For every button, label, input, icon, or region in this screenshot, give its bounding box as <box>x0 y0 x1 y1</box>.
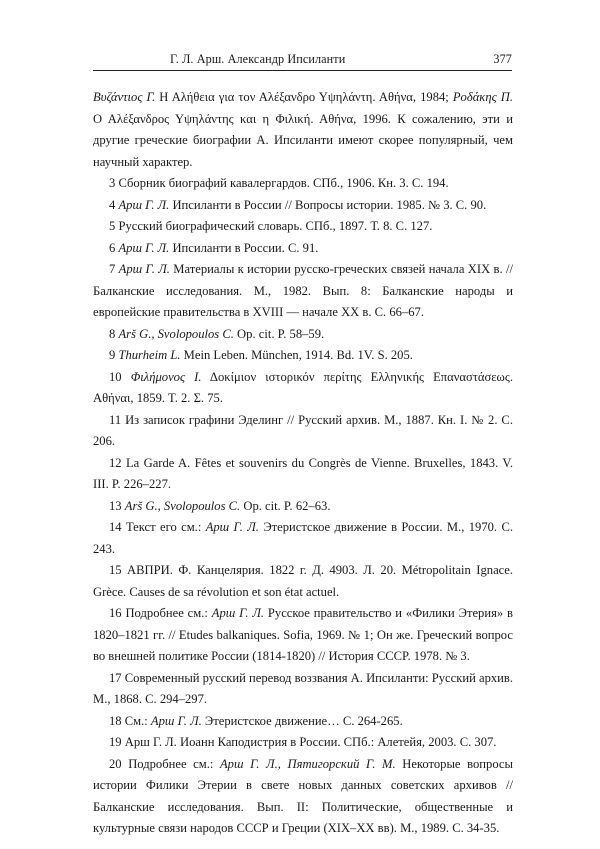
footnote-text: Op. cit. P. 62–63. <box>240 498 331 513</box>
footnote-entry <box>93 732 513 754</box>
footnote-entry <box>93 238 513 260</box>
author-name: Арш Г. Л. <box>211 606 265 620</box>
footnote-text: 6 <box>109 240 119 255</box>
footnote-text: 19 Арш Г. Л. Иоанн Каподистрия в России. СПб.: Алетейя, 2003. С. 307. <box>109 735 497 749</box>
author-name: Арш Г. Л. <box>150 713 202 728</box>
footnote-entry <box>93 560 513 603</box>
footnote-text: 16 Подробнее см.: <box>109 606 212 620</box>
footnote-entry <box>93 410 513 453</box>
author-name: Арш Г. Л. <box>205 520 259 534</box>
footnote-entry <box>93 259 513 324</box>
footnote-text: Op. cit. P. 58–59. <box>233 326 325 341</box>
footnote-entry <box>93 754 513 840</box>
footnote-text: Некоторые вопросы истории Филики Этерии в свете новых данных советских архивов // Балканские исследования. Вып. II: Политические, общественные и культурные связи народов СССР и Греции (XIX–XX вв). М., 1989. С. 34-35. <box>93 756 513 835</box>
footnote-entry <box>93 496 513 518</box>
footnote-entry <box>93 195 513 217</box>
author-name: Арш Г. Л., Пятигорский Г. М. <box>219 756 396 771</box>
author-name: Арш Г. Л. <box>118 262 170 276</box>
endnotes-list <box>93 87 513 840</box>
footnote-text: Ипсиланти в России. С. 91. <box>169 240 319 255</box>
footnote-entry <box>93 87 513 173</box>
footnote-text: Ο Αλέξανδρος Υψηλάντης και η Φιλική. Αθήνα, 1996. К сожалению, эти и другие греческие биографии А. Ипсиланти имеют скорее популярный, чем научный характер. <box>93 111 513 169</box>
footnote-text: 14 Текст его см.: <box>109 520 206 534</box>
author-name: Arš G., Svolopoulos C. <box>124 498 241 513</box>
footnote-text: 3 Сборник биографий кавалергардов. СПб., 1906. Кн. 3. С. 194. <box>109 176 449 190</box>
footnote-text: 13 <box>109 498 125 513</box>
footnote-text: Материалы к истории русско-греческих связей начала XIX в. // Балканские исследования. М., 1982. Вып. 8: Балканские народы и европейские правительства в XVIII — начале XX в. С. 66–67. <box>93 262 513 319</box>
footnote-text: Русское правительство и «Филики Этерия» в 1820–1821 гг. // Etudes balkaniques. Sofia, 1969. № 1; Он же. Греческий вопрос во внешней политике России (1814-1820) // История СССР. 1978. № 3. <box>93 606 513 663</box>
footnote-entry <box>93 324 513 346</box>
footnote-text: 7 <box>109 262 119 276</box>
author-name: Φιλήμονος Ι. <box>130 369 202 384</box>
running-header <box>93 48 512 71</box>
footnote-text: 17 Современный русский перевод воззвания А. Ипсиланти: Русский архив. М., 1868. С. 294–297. <box>93 670 513 706</box>
footnote-text: 5 Русский биографический словарь. СПб., 1897. Т. 8. С. 127. <box>109 219 433 233</box>
footnote-text: Этеристское движение… С. 264-265. <box>201 713 403 728</box>
author-name: Ροδάκης Π. <box>452 90 513 104</box>
footnote-entry <box>93 668 513 711</box>
author-name: Arš G., Svolopoulos C. <box>118 326 234 341</box>
footnote-entry <box>93 345 513 367</box>
footnote-text: 4 <box>109 197 119 212</box>
footnote-text: 9 <box>109 348 119 362</box>
author-name: Арш Г. Л. <box>118 240 170 255</box>
footnote-text: 10 <box>109 369 131 384</box>
footnote-entry <box>93 711 513 733</box>
page-number: 377 <box>493 52 512 66</box>
footnote-entry <box>93 453 513 496</box>
footnote-text: Η Αλήθεια για τον Αλέξανδρο Υψηλάντη. Αθήνα, 1984; <box>155 90 453 104</box>
author-name: Арш Г. Л. <box>118 197 170 212</box>
footnote-text: Δοκίμιον ιστορικόν περίτης Ελληνικής Επαναστάσεως. Αθήναι, 1859. Τ. 2. Σ. 75. <box>93 369 513 405</box>
footnote-text: 20 Подробнее см.: <box>109 756 220 771</box>
footnote-entry <box>93 173 513 195</box>
footnote-text: Этеристское движение в России. М., 1970. С. 243. <box>93 520 513 556</box>
footnote-text: 8 <box>109 326 119 341</box>
footnote-text: 18 См.: <box>109 713 151 728</box>
footnote-entry <box>93 216 513 238</box>
footnote-entry <box>93 367 513 410</box>
footnote-entry <box>93 517 513 560</box>
footnote-text: Mein Leben. München, 1914. Bd. 1V. S. 205. <box>180 348 413 362</box>
footnote-text: 15 АВПРИ. Ф. Канцелярия. 1822 г. Д. 4903. Л. 20. Métropolitain Ignace. Grèce. Causes de sa révolution et son état actuel. <box>93 563 513 599</box>
footnote-text: 11 Из записок графини Эделинг // Русский архив. М., 1887. Кн. I. № 2. С. 206. <box>93 412 513 448</box>
running-title: Г. Л. Арш. Александр Ипсиланти <box>170 52 346 66</box>
author-name: Βυζάντιος Γ. <box>93 90 156 104</box>
footnote-text: 12 La Garde A. Fêtes et souvenirs du Congrès de Vienne. Bruxelles, 1843. V. III. P. 226–227. <box>93 455 513 491</box>
footnote-text: Ипсиланти в России // Вопросы истории. 1985. № 3. С. 90. <box>169 197 487 212</box>
footnote-entry <box>93 603 513 668</box>
author-name: Thurheim L. <box>118 348 181 362</box>
